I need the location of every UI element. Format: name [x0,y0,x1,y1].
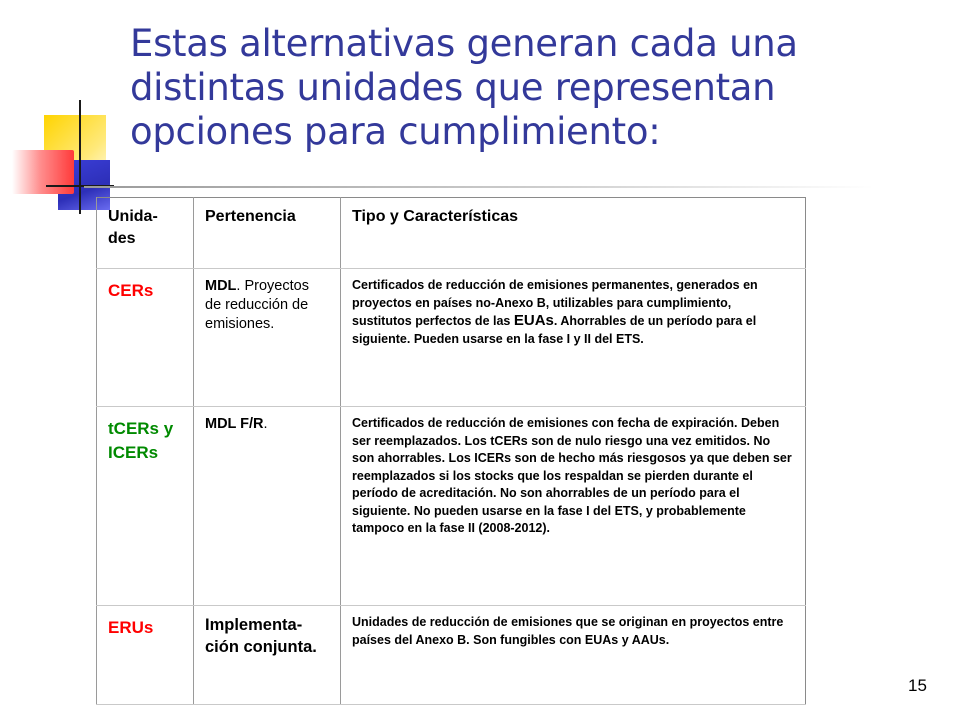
slide-title: Estas alternativas generan cada una distintas unidades que representan opciones para cumplimiento: [130,22,798,153]
table-row [97,407,806,606]
units-table [96,197,806,705]
title-underline [84,186,874,188]
description-cell [341,269,806,407]
header-pertenencia: Pertenencia [194,198,341,269]
description-cell: Certificados de reducción de emisiones con fecha de expiración. Deben ser reemplazados. Los tCERs son de nulo riesgo una vez emitidos. No son ahorrables. Los ICERs son de hecho más riesgosos ya que deben ser reemplazados si los stocks que los respaldan se pierden durante el período de acreditación. No son ahorrables de un período para el siguiente. No pueden usarse en la fase I del ETS, y probablemente tampoco en la fase II (2008-2012). [341,407,806,606]
pertenencia-text: . Proyectos de reducción de emisiones. [205,278,309,332]
pertenencia-text: . [263,416,268,432]
description-text-2: . Ahorrables de un período para el siguiente. Pueden usarse en la fase I y II del ETS. [352,314,757,346]
pertenencia-cell: Implementa-ción conjunta. [194,606,341,705]
decor-red-bar [12,150,74,194]
description-cell: Unidades de reducción de emisiones que se originan en proyectos entre países del Anexo B. Son fungibles con EUAs y AAUs. [341,606,806,705]
header-unidades: Unida-des [97,198,194,269]
pertenencia-bold: MDL [205,278,237,294]
pertenencia-cell [194,407,341,606]
description-emphasis: EUAs [513,312,554,329]
unit-cell: ERUs [97,606,194,705]
table-row [97,606,806,705]
unit-cell: tCERs y ICERs [97,407,194,606]
table-row [97,269,806,407]
header-tipo: Tipo y Características [341,198,806,269]
page-number: 15 [908,676,927,695]
unit-cell: CERs [97,269,194,407]
table-header-row [97,198,806,269]
pertenencia-cell [194,269,341,407]
decor-vertical-line [79,100,81,214]
pertenencia-bold: MDL F/R [205,416,264,432]
description-text-1: Certificados de reducción de emisiones permanentes, generados en proyectos en países no-Anexo B, utilizables para cumplimiento, sustitutos perfectos de las [352,278,758,328]
